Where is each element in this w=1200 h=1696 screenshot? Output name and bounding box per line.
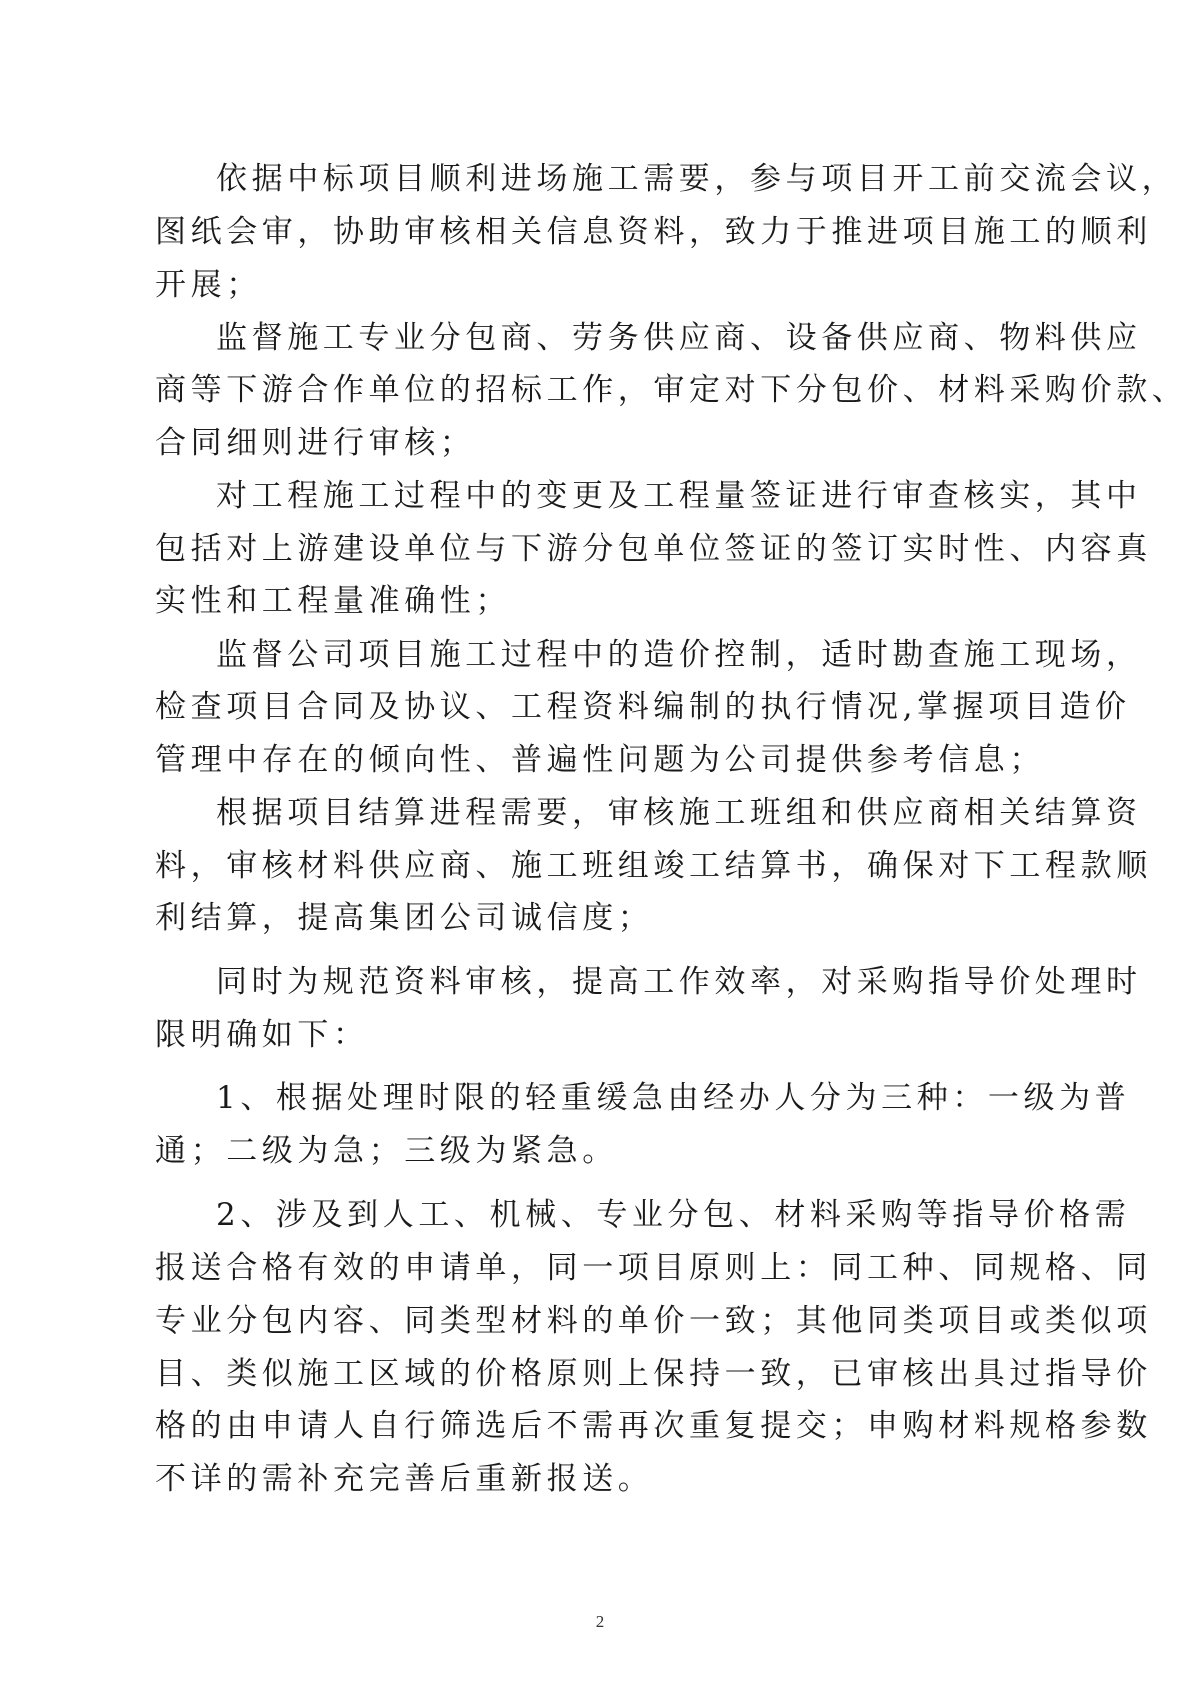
text-line: 同时为规范资料审核，提高工作效率，对采购指导价处理时 (216, 964, 1142, 1000)
text-line: 不详的需补充完善后重新报送。 (155, 1461, 654, 1497)
text-line: 格的由申请人自行筛选后不需再次重复提交；申购材料规格参数 (155, 1408, 1152, 1444)
text-line: 合同细则进行审核； (155, 425, 476, 461)
text-line: 实性和工程量准确性； (155, 583, 511, 619)
text-line: 监督施工专业分包商、劳务供应商、设备供应商、物料供应 (216, 320, 1142, 356)
text-line: 1、根据处理时限的轻重缓急由经办人分为三种：一级为普 (216, 1080, 1131, 1116)
text-line: 利结算，提高集团公司诚信度； (155, 900, 654, 936)
text-line: 根据项目结算进程需要，审核施工班组和供应商相关结算资 (216, 795, 1142, 831)
text-line: 料，审核材料供应商、施工班组竣工结算书，确保对下工程款顺 (155, 848, 1152, 884)
text-line: 限明确如下： (155, 1017, 369, 1053)
text-line: 监督公司项目施工过程中的造价控制，适时勘查施工现场， (216, 637, 1142, 673)
page-number: 2 (595, 1612, 605, 1631)
text-line: 图纸会审，协助审核相关信息资料，致力于推进项目施工的顺利 (155, 214, 1152, 250)
text-line: 通；二级为急；三级为紧急。 (155, 1133, 618, 1169)
text-line: 商等下游合作单位的招标工作，审定对下分包价、材料采购价款、 (155, 372, 1188, 408)
text-line: 专业分包内容、同类型材料的单价一致；其他同类项目或类似项 (155, 1303, 1152, 1339)
text-line: 管理中存在的倾向性、普遍性问题为公司提供参考信息； (155, 742, 1045, 778)
text-line: 对工程施工过程中的变更及工程量签证进行审查核实，其中 (216, 478, 1142, 514)
text-line: 依据中标项目顺利进场施工需要，参与项目开工前交流会议， (216, 161, 1178, 197)
text-line: 2、涉及到人工、机械、专业分包、材料采购等指导价格需 (216, 1197, 1131, 1233)
text-line: 包括对上游建设单位与下游分包单位签证的签订实时性、内容真 (155, 531, 1152, 567)
text-line: 报送合格有效的申请单，同一项目原则上：同工种、同规格、同 (155, 1250, 1152, 1286)
text-line: 检查项目合同及协议、工程资料编制的执行情况,掌握项目造价 (155, 689, 1131, 725)
text-line: 开展； (155, 267, 262, 303)
text-line: 目、类似施工区域的价格原则上保持一致，已审核出具过指导价 (155, 1356, 1152, 1392)
